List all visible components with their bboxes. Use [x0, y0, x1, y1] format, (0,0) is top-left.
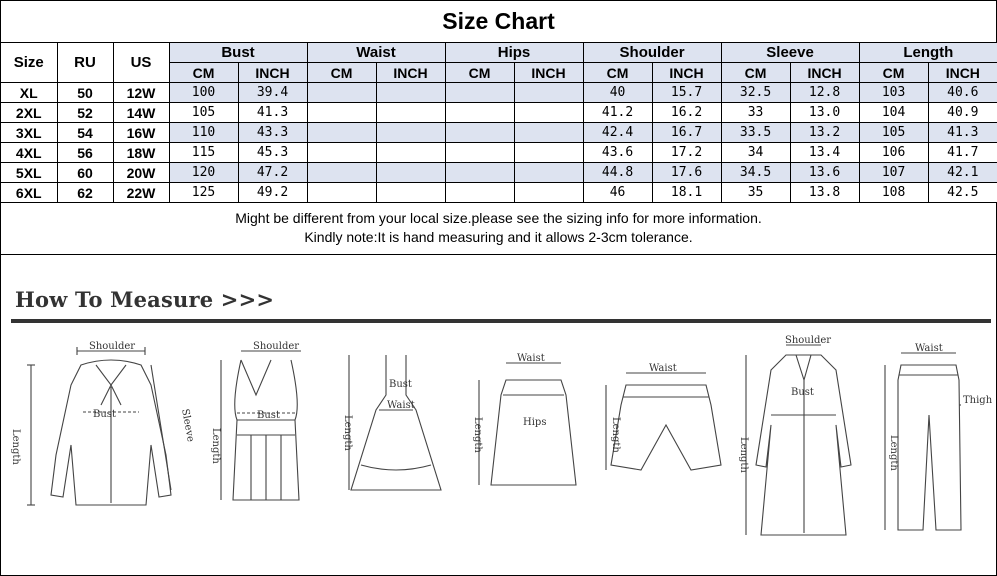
header-hips: Hips: [445, 43, 583, 63]
cell-waist-in: [376, 123, 445, 143]
cell-length-in: 41.7: [928, 143, 997, 163]
label-length: Length: [210, 428, 221, 464]
cell-shoulder-cm: 44.8: [583, 163, 652, 183]
cell-us: 14W: [113, 103, 169, 123]
header-shoulder: Shoulder: [583, 43, 721, 63]
cell-shoulder-in: 16.2: [652, 103, 721, 123]
cell-bust-cm: 115: [169, 143, 238, 163]
cell-waist-cm: [307, 163, 376, 183]
label-waist: Waist: [517, 353, 545, 364]
cell-ru: 50: [57, 83, 113, 103]
cell-sleeve-cm: 34.5: [721, 163, 790, 183]
cell-bust-cm: 100: [169, 83, 238, 103]
shorts-illustration: [606, 363, 721, 470]
cell-bust-cm: 105: [169, 103, 238, 123]
unit-cm: CM: [445, 63, 514, 83]
cell-sleeve-cm: 33: [721, 103, 790, 123]
cell-shoulder-in: 17.2: [652, 143, 721, 163]
cell-sleeve-in: 13.4: [790, 143, 859, 163]
header-bust: Bust: [169, 43, 307, 63]
cell-hips-in: [514, 83, 583, 103]
cell-hips-in: [514, 143, 583, 163]
label-bust: Bust: [791, 387, 814, 398]
cell-waist-cm: [307, 123, 376, 143]
cell-waist-cm: [307, 103, 376, 123]
cell-length-in: 40.6: [928, 83, 997, 103]
table-row: [1, 103, 997, 123]
cell-shoulder-in: 15.7: [652, 83, 721, 103]
label-shoulder: Shoulder: [89, 341, 136, 352]
cell-us: 12W: [113, 83, 169, 103]
label-shoulder: Shoulder: [785, 335, 832, 346]
cell-size: 6XL: [1, 183, 57, 203]
cell-length-cm: 106: [859, 143, 928, 163]
cell-us: 18W: [113, 143, 169, 163]
cell-ru: 52: [57, 103, 113, 123]
cell-shoulder-in: 18.1: [652, 183, 721, 203]
cell-bust-in: 49.2: [238, 183, 307, 203]
cell-size: 3XL: [1, 123, 57, 143]
cell-sleeve-in: 13.8: [790, 183, 859, 203]
cell-ru: 56: [57, 143, 113, 163]
cell-waist-in: [376, 183, 445, 203]
how-to-measure-section: [1, 259, 996, 575]
label-waist: Waist: [387, 400, 415, 411]
label-bust: Bust: [93, 409, 116, 420]
table-row: [1, 123, 997, 143]
cell-waist-in: [376, 163, 445, 183]
label-thigh: Thigh: [963, 395, 993, 406]
cell-waist-in: [376, 83, 445, 103]
unit-inch: INCH: [238, 63, 307, 83]
cell-waist-cm: [307, 143, 376, 163]
cell-us: 16W: [113, 123, 169, 143]
cell-shoulder-in: 17.6: [652, 163, 721, 183]
divider: [11, 319, 991, 323]
cell-ru: 54: [57, 123, 113, 143]
cell-bust-in: 45.3: [238, 143, 307, 163]
cell-hips-cm: [445, 143, 514, 163]
header-us: US: [113, 43, 169, 83]
tank-top-illustration: [210, 341, 301, 500]
cell-length-cm: 103: [859, 83, 928, 103]
header-ru: RU: [57, 43, 113, 83]
unit-cm: CM: [859, 63, 928, 83]
label-shoulder: Shoulder: [253, 341, 300, 352]
cell-bust-cm: 120: [169, 163, 238, 183]
cell-ru: 60: [57, 163, 113, 183]
unit-cm: CM: [583, 63, 652, 83]
unit-cm: CM: [169, 63, 238, 83]
cell-bust-in: 43.3: [238, 123, 307, 143]
cell-sleeve-cm: 35: [721, 183, 790, 203]
cell-length-in: 41.3: [928, 123, 997, 143]
cell-sleeve-in: 12.8: [790, 83, 859, 103]
unit-inch: INCH: [928, 63, 997, 83]
cell-bust-in: 41.3: [238, 103, 307, 123]
cell-bust-in: 47.2: [238, 163, 307, 183]
cell-shoulder-cm: 41.2: [583, 103, 652, 123]
cell-shoulder-cm: 43.6: [583, 143, 652, 163]
table-row: [1, 83, 997, 103]
blouse-illustration: [10, 341, 196, 505]
cell-length-in: 40.9: [928, 103, 997, 123]
label-length: Length: [472, 417, 483, 453]
cell-hips-cm: [445, 103, 514, 123]
unit-inch: INCH: [652, 63, 721, 83]
cell-ru: 62: [57, 183, 113, 203]
header-size: Size: [1, 43, 57, 83]
size-notes: [1, 203, 996, 255]
label-length: Length: [610, 417, 621, 453]
garment-illustrations: [1, 325, 996, 573]
cell-hips-cm: [445, 83, 514, 103]
table-row: [1, 143, 997, 163]
cell-shoulder-cm: 42.4: [583, 123, 652, 143]
dress-illustration: [342, 355, 441, 490]
cell-waist-cm: [307, 83, 376, 103]
unit-inch: INCH: [376, 63, 445, 83]
cell-sleeve-cm: 34: [721, 143, 790, 163]
cell-hips-in: [514, 163, 583, 183]
cell-hips-cm: [445, 163, 514, 183]
label-sleeve: Sleeve: [179, 407, 196, 443]
label-waist: Waist: [649, 363, 677, 374]
label-bust: Bust: [257, 410, 280, 421]
label-length: Length: [10, 429, 21, 465]
header-waist: Waist: [307, 43, 445, 63]
how-to-measure-title: How To Measure >>>: [15, 287, 275, 312]
cell-length-cm: 105: [859, 123, 928, 143]
cell-shoulder-cm: 40: [583, 83, 652, 103]
label-hips: Hips: [523, 417, 547, 428]
cell-hips-in: [514, 123, 583, 143]
unit-cm: CM: [721, 63, 790, 83]
table-row: [1, 183, 997, 203]
cell-size: 4XL: [1, 143, 57, 163]
cell-shoulder-cm: 46: [583, 183, 652, 203]
cell-length-cm: 107: [859, 163, 928, 183]
cell-sleeve-cm: 32.5: [721, 83, 790, 103]
cell-hips-in: [514, 183, 583, 203]
cell-hips-cm: [445, 123, 514, 143]
cell-waist-in: [376, 143, 445, 163]
cell-sleeve-in: 13.0: [790, 103, 859, 123]
coat-illustration: [738, 335, 851, 535]
unit-inch: INCH: [790, 63, 859, 83]
label-length: Length: [342, 415, 353, 451]
cell-waist-in: [376, 103, 445, 123]
pants-illustration: [885, 343, 993, 530]
cell-sleeve-cm: 33.5: [721, 123, 790, 143]
cell-shoulder-in: 16.7: [652, 123, 721, 143]
cell-bust-in: 39.4: [238, 83, 307, 103]
label-waist: Waist: [915, 343, 943, 354]
header-length: Length: [859, 43, 997, 63]
header-sleeve: Sleeve: [721, 43, 859, 63]
note-line-2: Kindly note:It is hand measuring and it allows 2-3cm tolerance.: [304, 229, 693, 245]
size-chart-table: [1, 43, 997, 203]
note-line-1: Might be different from your local size.please see the sizing info for more information.: [235, 210, 762, 226]
label-bust: Bust: [389, 379, 412, 390]
label-length: Length: [888, 435, 899, 471]
unit-cm: CM: [307, 63, 376, 83]
cell-us: 22W: [113, 183, 169, 203]
skirt-illustration: [472, 353, 576, 485]
cell-waist-cm: [307, 183, 376, 203]
cell-bust-cm: 125: [169, 183, 238, 203]
cell-length-cm: 104: [859, 103, 928, 123]
cell-length-in: 42.5: [928, 183, 997, 203]
cell-sleeve-in: 13.2: [790, 123, 859, 143]
table-row: [1, 163, 997, 183]
cell-size: 5XL: [1, 163, 57, 183]
cell-hips-cm: [445, 183, 514, 203]
cell-size: 2XL: [1, 103, 57, 123]
cell-bust-cm: 110: [169, 123, 238, 143]
unit-inch: INCH: [514, 63, 583, 83]
cell-size: XL: [1, 83, 57, 103]
cell-length-in: 42.1: [928, 163, 997, 183]
label-length: Length: [738, 437, 749, 473]
page-title: Size Chart: [1, 1, 996, 43]
cell-sleeve-in: 13.6: [790, 163, 859, 183]
cell-length-cm: 108: [859, 183, 928, 203]
cell-us: 20W: [113, 163, 169, 183]
cell-hips-in: [514, 103, 583, 123]
